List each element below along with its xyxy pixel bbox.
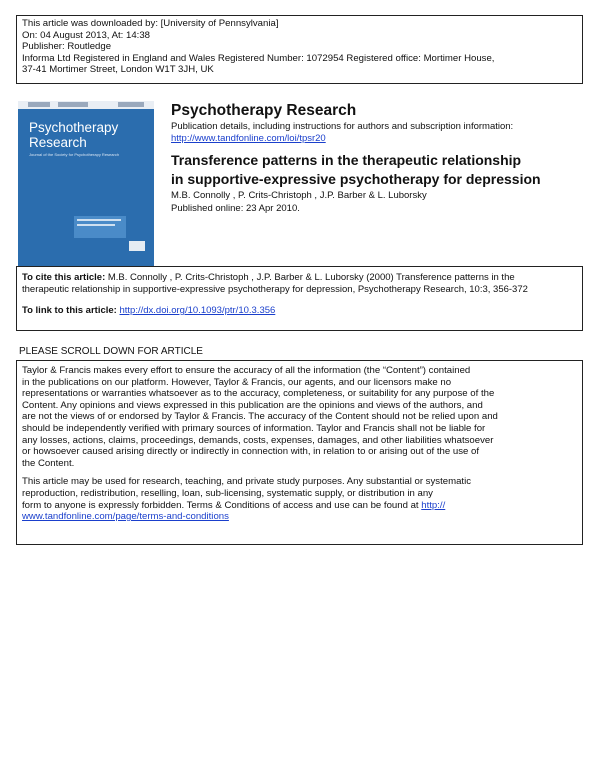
disclaimer-line: Content. Any opinions and views expressed in this publication are the opinions and views of the authors, and xyxy=(22,399,483,411)
download-info-line: On: 04 August 2013, At: 14:38 xyxy=(22,29,151,41)
article-title: Transference patterns in the therapeutic relationship in supportive-expressive psychotherapy for depression xyxy=(171,152,541,187)
disclaimer-line: any losses, actions, claims, proceedings, demands, costs, expenses, damages, and other liabilities whatsoever xyxy=(22,434,494,446)
published-date: Published online: 23 Apr 2010. xyxy=(171,203,300,214)
journal-title: Psychotherapy Research xyxy=(171,102,357,119)
terms-link[interactable]: http:// xyxy=(421,499,446,511)
disclaimer-line: or howsoever caused arising directly or indirectly in connection with, in relation to or arising out of the use of xyxy=(22,446,480,458)
publication-details: Publication details, including instructions for authors and subscription information: xyxy=(171,121,514,132)
disclaimer-line: are not the views of or endorsed by Taylor & Francis. The accuracy of the Content should not be relied upon and xyxy=(22,411,498,423)
cover-title: Psychotherapy Research xyxy=(29,120,119,150)
disclaimer-line: reproduction, redistribution, reselling, loan, sub-licensing, systematic supply, or distribution in any xyxy=(22,487,433,499)
journal-cover-image xyxy=(18,101,154,266)
journal-url-link[interactable]: http://www.tandfonline.com/loi/tpsr20 xyxy=(171,133,326,144)
doi-link[interactable]: http://dx.doi.org/10.1093/ptr/10.3.356 xyxy=(119,305,276,316)
download-info-box xyxy=(16,15,583,84)
download-info-line: Informa Ltd Registered in England and Wales Registered Number: 1072954 Registered office: Mortimer House, xyxy=(22,52,495,64)
disclaimer-line: Taylor & Francis makes every effort to ensure the accuracy of all the information (the “Content”) contained xyxy=(22,365,471,376)
terms-link[interactable]: www.tandfonline.com/page/terms-and-conditions xyxy=(22,511,229,523)
disclaimer-line: This article may be used for research, teaching, and private study purposes. Any substantial or systematic xyxy=(22,476,471,488)
article-authors: M.B. Connolly , P. Crits-Christoph , J.P. Barber & L. Luborsky xyxy=(171,190,427,201)
disclaimer-line: should be independently verified with primary sources of information. Taylor and Francis shall not be liable for xyxy=(22,422,486,434)
cover-subtitle: Journal of the Society for Psychotherapy Research xyxy=(29,152,120,157)
cite-text: M.B. Connolly , P. Crits-Christoph , J.P. Barber & L. Luborsky (2000) Transference patterns in the xyxy=(105,272,515,283)
cite-text: therapeutic relationship in supportive-expressive psychotherapy for depression, Psychotherapy Research, 10:3, 356-372 xyxy=(22,284,528,295)
citation-box xyxy=(16,266,583,331)
scroll-down-note: PLEASE SCROLL DOWN FOR ARTICLE xyxy=(19,346,203,357)
download-info-line: 37-41 Mortimer Street, London W1T 3JH, UK xyxy=(22,64,214,76)
download-info-line: This article was downloaded by: [University of Pennsylvania] xyxy=(22,18,279,29)
disclaimer-line: in the publications on our platform. However, Taylor & Francis, our agents, and our licensors make no xyxy=(22,376,452,388)
cover-top-stripe xyxy=(18,101,154,109)
disclaimer-line: the Content. xyxy=(22,457,75,469)
publisher-logo-icon xyxy=(129,241,145,251)
disclaimer-box xyxy=(16,360,583,545)
disclaimer-line: form to anyone is expressly forbidden. Terms & Conditions of access and use can be found at xyxy=(22,499,422,511)
cite-label: To cite this article: xyxy=(22,272,106,283)
disclaimer-line: representations or warranties whatsoever as to the accuracy, completeness, or suitability for any purpose of the xyxy=(22,388,495,400)
link-label: To link to this article: xyxy=(22,305,120,316)
download-info-line: Publisher: Routledge xyxy=(22,41,112,53)
